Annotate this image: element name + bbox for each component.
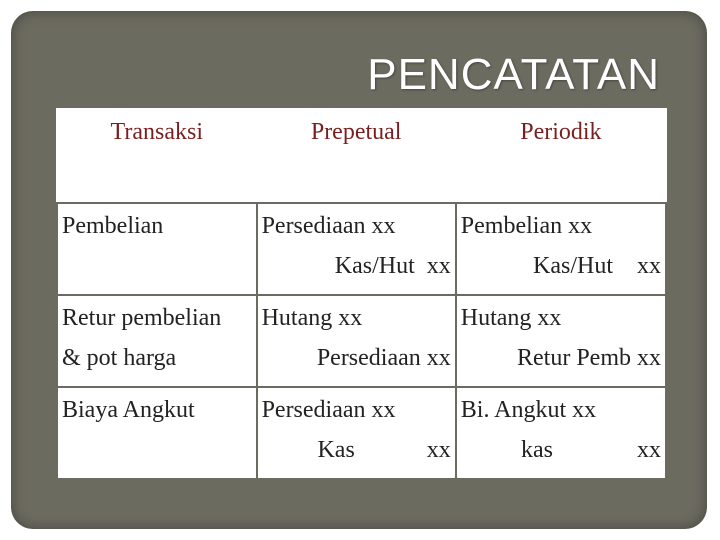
cell-line: Hutang xx [460, 305, 562, 331]
table-row [57, 203, 666, 295]
cell-line: Kas/Hut xx [334, 253, 451, 279]
slide-title: PENCATATAN [367, 50, 660, 99]
cell-prepetual [257, 387, 456, 479]
header-transaksi: Transaksi [110, 119, 204, 145]
cell-periodik [456, 387, 666, 479]
cell-periodik [456, 203, 666, 295]
cell-line: Biaya Angkut [62, 397, 195, 423]
cell-line: kas xx [521, 437, 661, 463]
cell-line: & pot harga [62, 345, 177, 371]
header-periodik: Periodik [520, 119, 602, 145]
cell-line: Hutang xx [261, 305, 363, 331]
cell-transaksi [57, 203, 257, 295]
table-row [57, 387, 666, 479]
cell-line: Pembelian [62, 213, 164, 239]
cell-transaksi [57, 387, 257, 479]
cell-line: Persediaan xx [261, 397, 396, 423]
recording-table [56, 108, 667, 480]
cell-line: Retur pembelian [62, 305, 222, 331]
cell-periodik [456, 295, 666, 387]
cell-line: Bi. Angkut xx [460, 397, 597, 423]
header-prepetual: Prepetual [310, 119, 402, 145]
cell-line: Persediaan xx [261, 213, 396, 239]
cell-line: Pembelian xx [460, 213, 593, 239]
cell-line: Kas/Hut xx [533, 253, 661, 279]
cell-prepetual [257, 295, 456, 387]
table-row [57, 295, 666, 387]
cell-line: Retur Pemb xx [517, 345, 661, 371]
cell-transaksi [57, 295, 257, 387]
cell-line: Kas xx [317, 437, 451, 463]
table-header-row [57, 108, 666, 203]
cell-line: Persediaan xx [316, 345, 451, 371]
cell-prepetual [257, 203, 456, 295]
